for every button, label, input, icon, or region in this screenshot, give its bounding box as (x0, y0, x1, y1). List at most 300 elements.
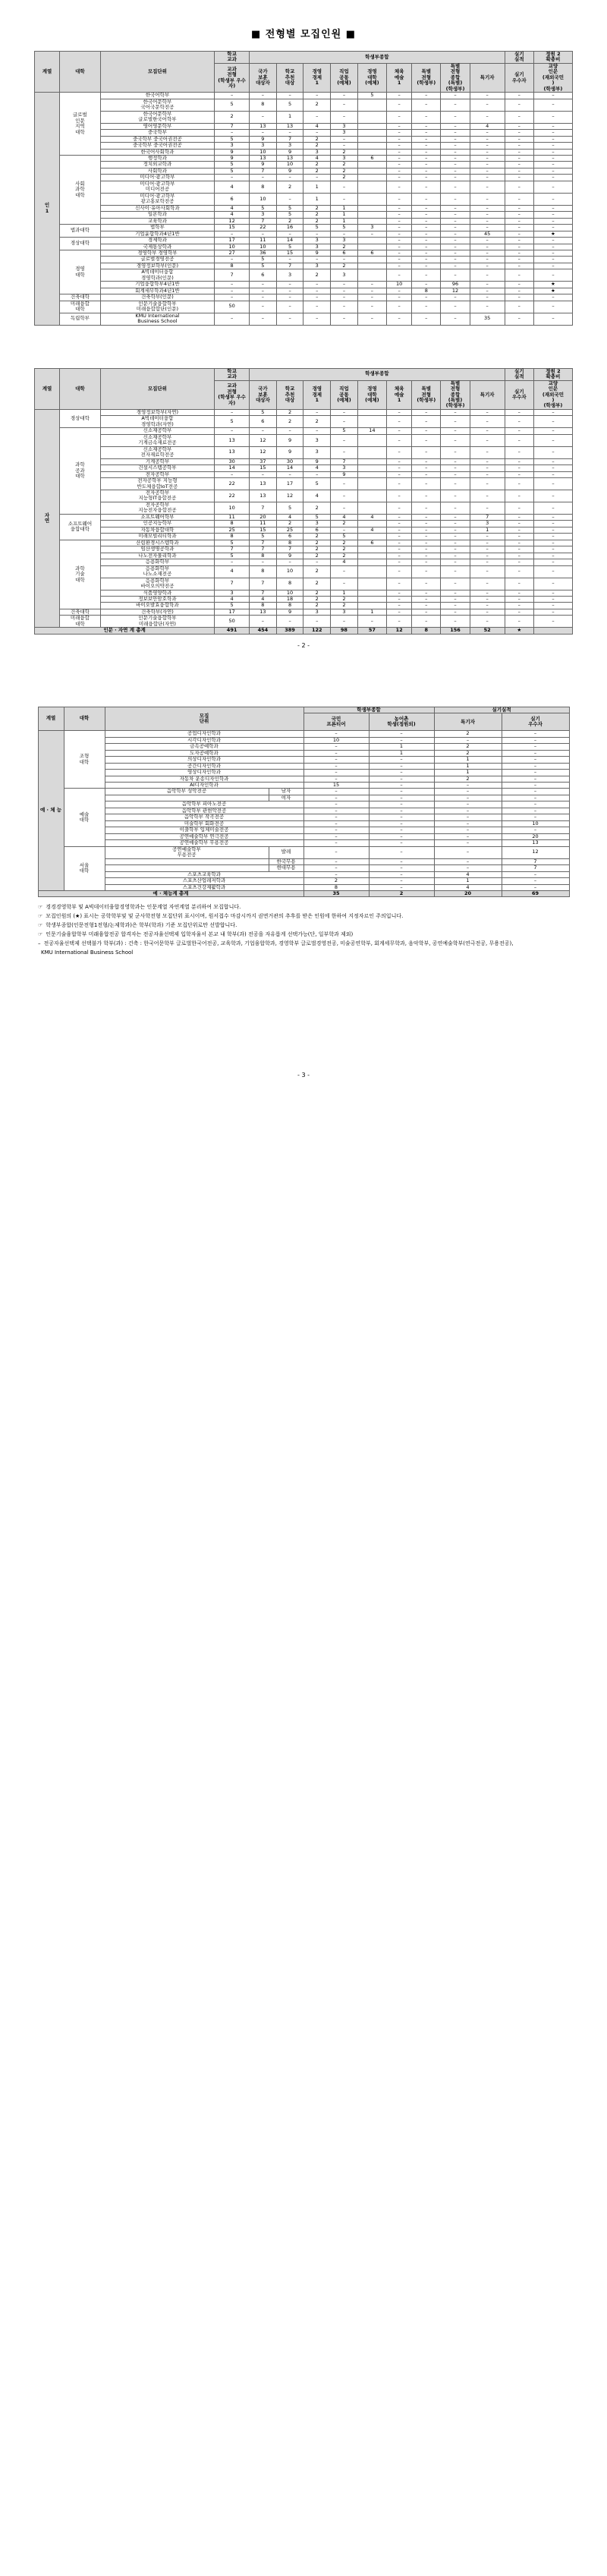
cell-value: 4 (434, 871, 502, 877)
cell-value: 7 (250, 168, 277, 174)
th2-c-gyeongyeong: 경영 경제 1 (304, 380, 331, 409)
page-title: ■ 전형별 모집인원 ■ (250, 29, 357, 40)
cell-value: 1 (369, 744, 434, 750)
cell-value: – (387, 238, 412, 244)
cell-value: 4 (276, 514, 304, 520)
table-row (35, 590, 573, 596)
cell-value: – (250, 111, 277, 123)
cell-value: 4 (357, 527, 386, 533)
cell-value: 2 (215, 111, 250, 123)
cell-value: – (533, 514, 572, 520)
cell-unit: 영상디자인학과 (105, 770, 304, 776)
table-row (35, 244, 573, 250)
cell-value: 5 (250, 534, 277, 540)
cell-value: 14 (215, 465, 250, 471)
cell-value: – (505, 263, 533, 269)
cell-value: – (470, 250, 505, 257)
cell-value: – (250, 313, 277, 325)
cell-value: – (505, 99, 533, 111)
cell-unit: 응용화학부 바이오의약전공 (100, 578, 214, 590)
note-item (38, 903, 569, 912)
cell-value: – (505, 546, 533, 553)
cell-value: – (470, 559, 505, 565)
cell-value: – (369, 814, 434, 820)
cell-value: – (369, 827, 434, 833)
cell-value: – (387, 409, 412, 415)
cell-value: – (441, 143, 470, 149)
th-gyeyeol: 계열 (35, 52, 60, 93)
cell-value: – (304, 827, 369, 833)
cell-value: – (505, 181, 533, 193)
cell-value (357, 490, 386, 502)
cell-unit: 중국학부 중국어권전공 (100, 143, 214, 149)
cell-value: – (387, 288, 412, 294)
cell-value: 5 (215, 162, 250, 168)
cell-value: 8 (276, 578, 304, 590)
cell-value (357, 143, 386, 149)
cell-value: – (304, 858, 369, 864)
cell-value: – (412, 193, 441, 205)
cell-unit: 인문기술융합학부 미래융합단(자연) (100, 616, 214, 628)
cell-value: – (369, 840, 434, 846)
cell-value: – (505, 294, 533, 301)
cell-value: – (434, 814, 502, 820)
cell-value (357, 596, 386, 602)
cell-value: – (369, 757, 434, 763)
cell-value: – (441, 478, 470, 490)
cell-value: 10 (276, 590, 304, 596)
cell-unit: 전자공학부 지능형IT융합전공 (100, 490, 214, 502)
cell-value: 1 (434, 878, 502, 884)
cell-value: – (276, 130, 304, 136)
cell-value: – (470, 212, 505, 218)
cell-value: – (250, 471, 277, 477)
cell-value: – (369, 871, 434, 877)
cell-value: – (533, 578, 572, 590)
cell-value: 9 (304, 250, 331, 257)
cell-value: – (387, 205, 412, 211)
cell-value: – (441, 409, 470, 415)
cell-value: – (470, 136, 505, 142)
table-row (35, 257, 573, 263)
cell-value: – (533, 546, 572, 553)
table-row (38, 846, 569, 858)
cell-value: – (470, 143, 505, 149)
th-c-gyeongyeong2: 경영 대학 (예체) (357, 63, 386, 92)
cell-value: 2 (434, 731, 502, 737)
cell-value: – (441, 175, 470, 181)
cell-value: – (412, 465, 441, 471)
cell-value: – (412, 155, 441, 161)
cell-value: – (357, 231, 386, 237)
cell-value: 6 (357, 250, 386, 257)
cell-value: 2 (304, 205, 331, 211)
cell-value: – (470, 225, 505, 231)
cell-value: 1 (434, 757, 502, 763)
table-row (38, 871, 569, 877)
cell-value: – (533, 111, 572, 123)
cell-value: – (412, 162, 441, 168)
cell-value: – (412, 212, 441, 218)
cell-value: 4 (250, 596, 277, 602)
cell-unit: 공연예술학부 연극전공 (105, 833, 304, 839)
total-value: 122 (304, 628, 331, 634)
cell-value: – (387, 263, 412, 269)
cell-value: – (441, 521, 470, 527)
cell-value: 4 (304, 155, 331, 161)
cell-value: – (412, 282, 441, 288)
cell-value: – (215, 231, 250, 237)
cell-value: – (412, 514, 441, 520)
cell-value: – (412, 578, 441, 590)
cell-value: – (533, 155, 572, 161)
cell-value: 22 (215, 478, 250, 490)
cell-value: 3 (304, 244, 331, 250)
cell-value (357, 269, 386, 282)
cell-value: – (505, 434, 533, 446)
cell-value: – (533, 301, 572, 313)
cell-value: – (441, 596, 470, 602)
cell-value: – (505, 502, 533, 514)
cell-value: 3 (215, 143, 250, 149)
cell-value: – (387, 609, 412, 615)
cell-value: 6 (215, 193, 250, 205)
cell-value: – (533, 136, 572, 142)
th-group-jeongwonoe: 정원 2 확충비 (533, 52, 572, 64)
cell-value: – (304, 313, 331, 325)
cell-value: – (215, 428, 250, 434)
cell-value: 7 (250, 540, 277, 546)
cell-value: 2 (434, 744, 502, 750)
cell-value: – (505, 596, 533, 602)
cell-value: – (505, 609, 533, 615)
th2-c-gyeongyeong2: 경영 대학 (예체) (357, 380, 386, 409)
cell-value: – (331, 527, 358, 533)
cell-value: 14 (357, 428, 386, 434)
cell-value: – (470, 540, 505, 546)
cell-value: – (434, 865, 502, 871)
cell-unit: 공업디자인학과 (105, 731, 304, 737)
cell-value: – (331, 301, 358, 313)
cell-value: – (412, 434, 441, 446)
page-number-3: - 3 - (297, 1071, 310, 1079)
cell-value: – (387, 446, 412, 458)
cell-value: – (505, 465, 533, 471)
cell-value: 20 (502, 833, 569, 839)
cell-value: 13 (276, 155, 304, 161)
cell-value: 2 (304, 603, 331, 609)
admission-table-arts (38, 707, 570, 898)
cell-value: – (441, 93, 470, 99)
cell-value: – (331, 578, 358, 590)
cell-value: – (412, 225, 441, 231)
cell-value: 9 (276, 168, 304, 174)
cell-value: – (331, 490, 358, 502)
cell-value: – (470, 590, 505, 596)
cell-value: 10 (250, 149, 277, 155)
cell-value: 8 (304, 884, 369, 890)
cell-value: – (369, 737, 434, 743)
cell-value: – (331, 288, 358, 294)
cell-value: – (470, 149, 505, 155)
cell-unit: 글로벌경영전공 (100, 257, 214, 263)
cell-value: – (533, 313, 572, 325)
cell-value: – (441, 313, 470, 325)
cell-value: 3 (331, 609, 358, 615)
cell-value: 2 (331, 263, 358, 269)
cell-value: 13 (502, 840, 569, 846)
cell-value: 3 (250, 212, 277, 218)
cell-value: 1 (369, 750, 434, 756)
table-row (35, 409, 573, 415)
cell-unit: 산림환경시스템학과 (100, 540, 214, 546)
cell-value: – (387, 130, 412, 136)
cell-value: 1 (331, 205, 358, 211)
th3-gyebyeol: 계열 (38, 707, 64, 730)
cell-value: 10 (276, 565, 304, 578)
cell-value: – (304, 294, 331, 301)
th2-c-jeongwon: 교양 인문 (재외국민 ) (학생부) (533, 380, 572, 409)
cell-value: – (441, 590, 470, 596)
cell-value: – (502, 750, 569, 756)
table-row (35, 288, 573, 294)
cell-value: 5 (215, 603, 250, 609)
cell-value: 7 (215, 578, 250, 590)
cell-value: 13 (276, 123, 304, 129)
cell-value: 3 (304, 238, 331, 244)
cell-value: – (533, 559, 572, 565)
cell-value (357, 409, 386, 415)
cell-value (357, 136, 386, 142)
total-label: 예 · 체능계 총계 (38, 890, 304, 896)
cell-unit: 응용화학부 나노소재전공 (100, 565, 214, 578)
cell-value: – (502, 827, 569, 833)
th2-c-silgi: 실기 우수자 (505, 380, 533, 409)
table-row (35, 446, 573, 458)
cell-value: – (304, 789, 369, 795)
cell-value: – (441, 136, 470, 142)
cell-value: – (250, 301, 277, 313)
note-item (38, 940, 569, 948)
cell-value: 5 (215, 99, 250, 111)
cell-value: – (502, 783, 569, 789)
cell-value: – (502, 884, 569, 890)
cell-value: 8 (250, 99, 277, 111)
cell-value: – (331, 282, 358, 288)
table2-body (35, 409, 573, 634)
cell-value: – (533, 294, 572, 301)
cell-value: 3 (304, 263, 331, 269)
cell-value: 2 (304, 565, 331, 578)
cell-value: – (276, 313, 304, 325)
cell-value: 7 (250, 502, 277, 514)
cell-value: – (387, 596, 412, 602)
cell-value: – (331, 409, 358, 415)
cell-unit: 경영정보학부(인문) (100, 263, 214, 269)
cell-value: – (387, 616, 412, 628)
cell-value: – (331, 434, 358, 446)
cell-value: 9 (276, 609, 304, 615)
cell-value: – (387, 603, 412, 609)
document-page (0, 0, 607, 1098)
th3-c-teukgija: 특기자 (434, 713, 502, 731)
cell-value: – (441, 471, 470, 477)
cell-value: – (470, 478, 505, 490)
cell-value: – (412, 257, 441, 263)
cell-value: – (412, 149, 441, 155)
cell-value: 12 (502, 846, 569, 858)
cell-value: – (387, 527, 412, 533)
cell-unit: 기계공학부 (100, 458, 214, 464)
cell-college: 예술 대학 (64, 789, 105, 846)
table-row (35, 294, 573, 301)
total-value: 35 (304, 890, 369, 896)
th2-c-jikeob: 직업 공통 (예체) (331, 380, 358, 409)
cell-value: – (387, 534, 412, 540)
cell-value: – (505, 225, 533, 231)
cell-value: – (533, 553, 572, 559)
th-c-teukbyeol: 특별 전형 (학생부) (412, 63, 441, 92)
cell-value: ★ (533, 231, 572, 237)
cell-unit: 전자공학부 (100, 471, 214, 477)
cell-value: 4 (215, 596, 250, 602)
cell-value: 5 (215, 136, 250, 142)
cell-value: – (412, 521, 441, 527)
cell-college: 소프트웨어 융합대학 (60, 514, 101, 540)
cell-value: 2 (434, 750, 502, 756)
cell-value: – (412, 136, 441, 142)
cell-subunit: 한국무용 (269, 858, 304, 864)
table-row (35, 162, 573, 168)
cell-value: – (533, 238, 572, 244)
cell-value: 2 (276, 521, 304, 527)
cell-value: – (304, 820, 369, 827)
cell-value: – (412, 175, 441, 181)
cell-value: 13 (250, 609, 277, 615)
cell-value: – (502, 808, 569, 814)
cell-value: – (502, 731, 569, 737)
cell-value: – (505, 136, 533, 142)
cell-value: – (412, 446, 441, 458)
th-c-gyeongyeong: 경영 경제 1 (304, 63, 331, 92)
cell-value: 15 (250, 527, 277, 533)
cell-value: 7 (215, 123, 250, 129)
cell-value: – (412, 527, 441, 533)
cell-value: – (533, 471, 572, 477)
cell-college: 건축대학 (60, 609, 101, 615)
cell-value: – (505, 250, 533, 257)
cell-unit: 기업융합학부4년1반 (100, 282, 214, 288)
cell-value: – (412, 143, 441, 149)
cell-gyeyeol: 인 1 (35, 93, 60, 325)
cell-value: – (470, 168, 505, 174)
cell-value: 10 (250, 244, 277, 250)
cell-value: – (533, 527, 572, 533)
cell-value: 15 (250, 465, 277, 471)
cell-unit: AI디자인학과 (105, 783, 304, 789)
cell-value: – (215, 313, 250, 325)
cell-value: – (412, 553, 441, 559)
cell-value: – (441, 428, 470, 434)
table-row (35, 93, 573, 99)
cell-value: – (533, 458, 572, 464)
th-c-gyogwa: 교과 전형 (학생부 우수자) (215, 63, 250, 92)
th2-c-teukbyeol2: 특별 전형 종합 (특별) (학생부) (441, 380, 470, 409)
total-value: 8 (412, 628, 441, 634)
table-row (38, 858, 569, 864)
cell-subunit: 남자 (269, 789, 304, 795)
th-group-school-subject: 학교 교과 (215, 52, 250, 64)
th3-c-nongeo: 농어촌 학생(정원외) (369, 713, 434, 731)
table-row (35, 514, 573, 520)
cell-value: – (434, 789, 502, 795)
cell-value: – (369, 783, 434, 789)
cell-value: – (387, 149, 412, 155)
table-row (38, 884, 569, 890)
table-row (35, 149, 573, 155)
th-c-jikeob: 직업 공통 (예체) (331, 63, 358, 92)
cell-value: – (357, 288, 386, 294)
cell-value: – (387, 257, 412, 263)
cell-value: 30 (215, 458, 250, 464)
cell-value: – (434, 833, 502, 839)
cell-value: 4 (357, 514, 386, 520)
cell-value: 6 (357, 540, 386, 546)
cell-value: – (304, 801, 369, 808)
cell-value: – (250, 175, 277, 181)
cell-unit: 한국어문학부 국어국문학전공 (100, 99, 214, 111)
cell-value: – (505, 212, 533, 218)
cell-subunit: 현대무용 (269, 865, 304, 871)
cell-value: – (533, 205, 572, 211)
cell-value: – (441, 111, 470, 123)
cell-value: 8 (276, 540, 304, 546)
th2-moijibdanwi: 모집단위 (100, 368, 214, 409)
cell-value: – (470, 130, 505, 136)
cell-value: – (533, 609, 572, 615)
cell-value: – (387, 294, 412, 301)
table-row (35, 596, 573, 602)
cell-value: – (505, 162, 533, 168)
cell-value: 14 (276, 465, 304, 471)
th-c-cheyuk: 체육 예술 1 (387, 63, 412, 92)
cell-value: – (502, 871, 569, 877)
cell-value: – (304, 111, 331, 123)
cell-value: – (387, 465, 412, 471)
cell-value: – (250, 288, 277, 294)
cell-value: – (387, 590, 412, 596)
cell-unit: 미래모빌리티학과 (100, 534, 214, 540)
cell-value: 15 (304, 783, 369, 789)
cell-unit: 공간디자인학과 (105, 763, 304, 769)
cell-value: 2 (304, 578, 331, 590)
note-bullet-icon: ☞ (38, 904, 43, 911)
cell-value: – (412, 238, 441, 244)
cell-value: 5 (276, 99, 304, 111)
cell-value: – (304, 616, 331, 628)
cell-value: – (412, 559, 441, 565)
note-text: 전공자율선택제 선택불가 학부(과) : 건축 : 한국어문학부 글로벌한국어전공, 교육학과, 기업융합학과, 경영학부 글로벌경영전공, 미술공연학부, 회계세무학과, 음악학부, 공연예술학부(연극전공, 무용전공), (43, 940, 514, 946)
cell-college: 미래융합 대학 (60, 301, 101, 313)
cell-value: – (412, 502, 441, 514)
cell-value: – (441, 609, 470, 615)
cell-value: 2 (304, 162, 331, 168)
cell-value: 7 (276, 136, 304, 142)
cell-value: – (505, 514, 533, 520)
cell-value: 8 (215, 263, 250, 269)
cell-value: – (441, 434, 470, 446)
note-bullet-icon: ☞ (38, 913, 43, 920)
